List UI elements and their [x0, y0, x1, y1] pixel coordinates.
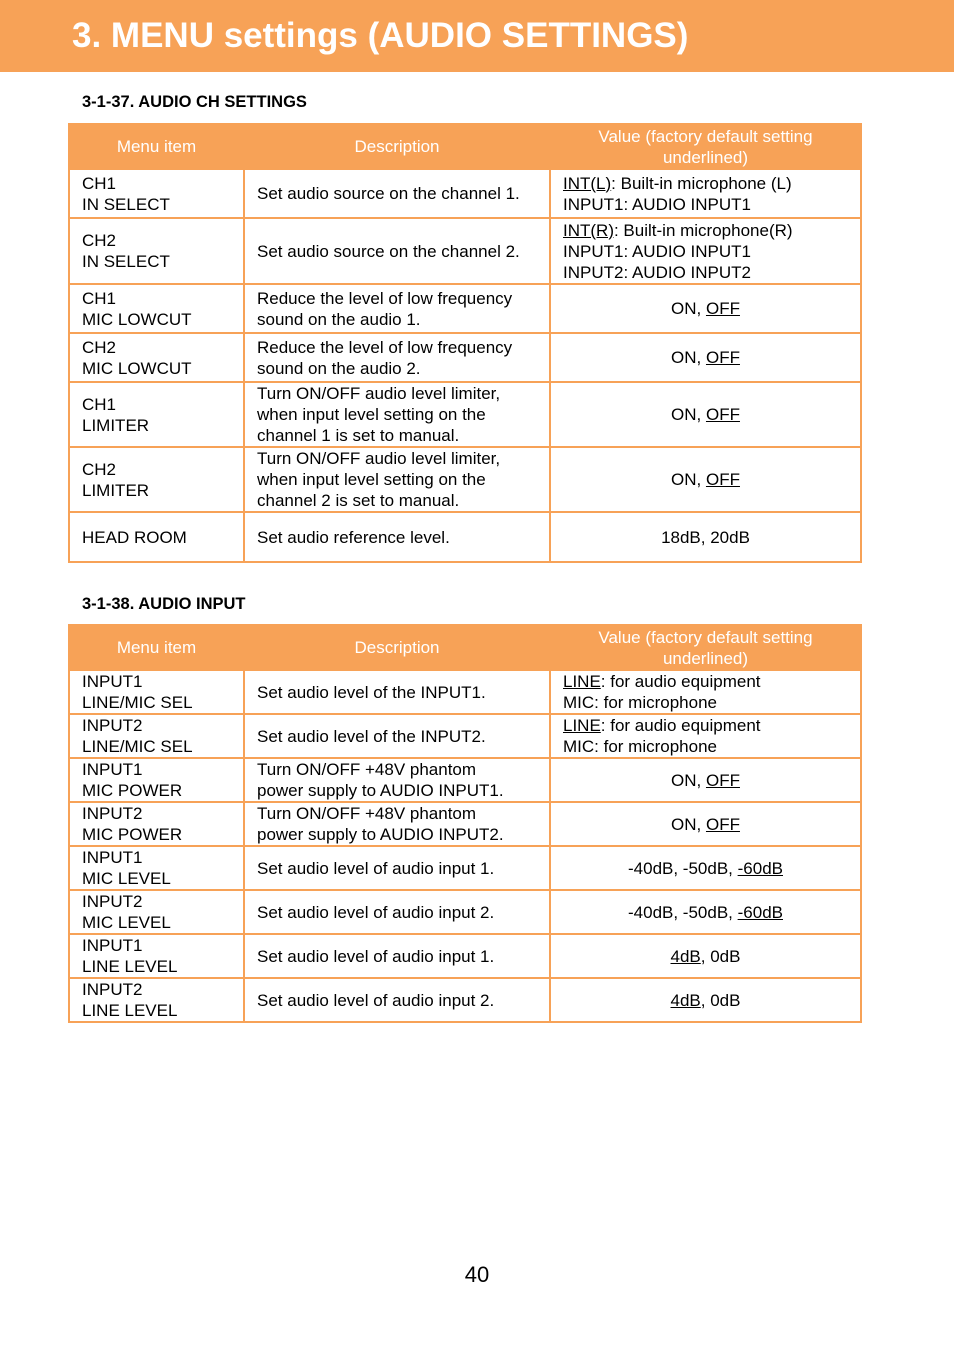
table-row: [69, 846, 861, 890]
value-line: [563, 262, 848, 283]
value-text: ON,: [671, 299, 706, 318]
description-text: Set audio level of audio input 1.: [257, 858, 495, 878]
menu-item-text: MIC LEVEL: [82, 913, 171, 932]
menu-item-text: MIC LOWCUT: [82, 358, 192, 378]
table-row: [69, 382, 861, 447]
menu-item-text: MIC POWER: [82, 781, 183, 800]
menu-item-text: LIMITER: [82, 480, 150, 500]
page-header-banner: [0, 0, 954, 72]
table-row: [69, 714, 861, 758]
menu-item-text: CH1: [82, 288, 117, 308]
description-text: power supply to AUDIO INPUT2.: [257, 825, 504, 844]
description-text: Turn ON/OFF +48V phantom: [257, 760, 477, 779]
table-row: [69, 934, 861, 978]
factory-default-value: OFF: [705, 348, 740, 367]
factory-default-value: -60dB: [737, 858, 783, 878]
menu-item-text: INPUT2: [82, 716, 143, 735]
description-text: Turn ON/OFF audio level limiter,: [257, 449, 501, 468]
description-text: Turn ON/OFF +48V phantom: [257, 804, 477, 823]
menu-item-text: CH1: [82, 394, 117, 414]
value-text: INPUT2: AUDIO INPUT2: [563, 262, 751, 282]
factory-default-value: OFF: [705, 405, 740, 424]
factory-default-value: LINE: [563, 716, 601, 735]
description-cell: [244, 218, 550, 284]
factory-default-value: OFF: [705, 299, 740, 318]
value-line: [563, 671, 848, 692]
description-text: Set audio level of the INPUT2.: [257, 726, 486, 746]
menu-item-text: INPUT2: [82, 804, 143, 823]
value-cell: [550, 802, 861, 846]
description-cell: [244, 333, 550, 382]
menu-item-cell: [69, 934, 244, 978]
column-header-value: Value (factory default setting underlined): [550, 625, 861, 670]
table-row: [69, 758, 861, 802]
audio-input-table: [68, 624, 862, 1023]
value-text: ON,: [671, 770, 706, 790]
description-cell: [244, 284, 550, 333]
factory-default-value: LINE: [563, 672, 601, 691]
menu-item-cell: [69, 382, 244, 447]
menu-item-text: MIC LOWCUT: [82, 309, 192, 329]
description-text: Set audio level of audio input 2.: [257, 902, 495, 922]
table-row: [69, 670, 861, 714]
table-row: [69, 512, 861, 562]
description-text: power supply to AUDIO INPUT1.: [257, 781, 504, 800]
value-line: [563, 715, 848, 736]
description-text: Set audio level of audio input 1.: [257, 946, 495, 966]
value-line: [563, 298, 848, 319]
description-text: Set audio level of audio input 2.: [257, 990, 495, 1010]
value-line: [563, 241, 848, 262]
value-cell: [550, 934, 861, 978]
value-text: MIC: for microphone: [563, 737, 717, 756]
value-line: [563, 858, 848, 879]
description-cell: [244, 447, 550, 512]
factory-default-value: OFF: [705, 470, 740, 489]
description-text: Set audio source on the channel 2.: [257, 241, 520, 261]
value-text: ON,: [671, 814, 706, 834]
menu-item-text: LINE LEVEL: [82, 1001, 178, 1020]
table-row: [69, 890, 861, 934]
menu-item-text: INPUT1: [82, 672, 143, 691]
value-text: INPUT1: AUDIO INPUT1: [563, 194, 751, 214]
audio-ch-settings-table: [68, 123, 862, 563]
menu-item-text: CH2: [82, 459, 117, 479]
value-cell: [550, 169, 861, 218]
value-cell: [550, 846, 861, 890]
value-line: [563, 469, 848, 490]
table-row: [69, 284, 861, 333]
menu-item-cell: [69, 714, 244, 758]
value-cell: [550, 382, 861, 447]
description-cell: [244, 758, 550, 802]
menu-item-cell: [69, 978, 244, 1022]
value-text: : Built-in microphone (L): [611, 173, 792, 193]
section-title-audio-input: 3-1-38. AUDIO INPUT: [82, 595, 246, 613]
description-text: Reduce the level of low frequency: [257, 337, 513, 357]
table-header-row: [69, 625, 861, 670]
value-line: [563, 527, 848, 548]
menu-item-cell: [69, 447, 244, 512]
value-text: INPUT1: AUDIO INPUT1: [563, 241, 751, 261]
description-text: when input level setting on the: [257, 405, 486, 424]
column-header-description: Description: [244, 124, 550, 169]
value-line: [563, 902, 848, 923]
value-cell: [550, 447, 861, 512]
value-cell: [550, 512, 861, 562]
menu-item-cell: [69, 670, 244, 714]
table-row: [69, 333, 861, 382]
table-row: [69, 978, 861, 1022]
value-text: : for audio equipment: [600, 716, 761, 735]
table-row: [69, 218, 861, 284]
description-text: when input level setting on the: [257, 470, 486, 489]
menu-item-text: LINE/MIC SEL: [82, 737, 193, 756]
menu-item-text: LIMITER: [82, 415, 150, 435]
page-title: 3. MENU settings (AUDIO SETTINGS): [72, 16, 689, 55]
description-cell: [244, 934, 550, 978]
table-header-row: [69, 124, 861, 169]
factory-default-value: OFF: [705, 770, 740, 790]
value-line: [563, 770, 848, 791]
menu-item-text: CH2: [82, 337, 117, 357]
value-text: : for audio equipment: [600, 672, 761, 691]
menu-item-cell: [69, 169, 244, 218]
menu-item-cell: [69, 846, 244, 890]
table-row: [69, 169, 861, 218]
menu-item-cell: [69, 758, 244, 802]
menu-item-text: INPUT1: [82, 848, 143, 867]
menu-item-text: IN SELECT: [82, 252, 170, 271]
value-text: MIC: for microphone: [563, 693, 717, 712]
value-text: 18dB, 20dB: [661, 527, 750, 547]
description-text: Turn ON/OFF audio level limiter,: [257, 384, 501, 403]
column-header-menu-item: Menu item: [69, 625, 244, 670]
menu-item-text: INPUT2: [82, 980, 143, 999]
factory-default-value: INT(L): [563, 173, 612, 193]
menu-item-cell: [69, 802, 244, 846]
menu-item-text: CH1: [82, 173, 117, 193]
value-line: [563, 347, 848, 368]
menu-item-text: INPUT2: [82, 892, 143, 911]
value-cell: [550, 758, 861, 802]
value-line: [563, 194, 848, 215]
factory-default-value: 4dB: [670, 946, 701, 966]
column-header-menu-item: Menu item: [69, 124, 244, 169]
value-line: [563, 990, 848, 1011]
section-title-audio-ch-settings: 3-1-37. AUDIO CH SETTINGS: [82, 93, 307, 111]
menu-item-text: LINE LEVEL: [82, 957, 178, 976]
factory-default-value: 4dB: [670, 990, 701, 1010]
value-line: [563, 692, 848, 713]
description-text: channel 1 is set to manual.: [257, 426, 460, 445]
description-text: Set audio reference level.: [257, 527, 450, 547]
description-text: Set audio source on the channel 1.: [257, 184, 520, 203]
page-number: 40: [464, 1262, 490, 1287]
value-text: : Built-in microphone(R): [613, 220, 793, 240]
value-text: ON,: [671, 405, 706, 424]
value-cell: [550, 284, 861, 333]
menu-item-text: INPUT1: [82, 760, 143, 779]
menu-item-text: IN SELECT: [82, 194, 170, 214]
description-cell: [244, 846, 550, 890]
menu-item-cell: [69, 333, 244, 382]
menu-item-text: INPUT1: [82, 936, 143, 955]
menu-item-text: CH2: [82, 231, 117, 250]
description-cell: [244, 714, 550, 758]
value-text: ON,: [671, 348, 706, 367]
factory-default-value: OFF: [705, 814, 740, 834]
description-text: sound on the audio 2.: [257, 358, 421, 378]
value-cell: [550, 218, 861, 284]
value-text: -40dB, -50dB,: [628, 902, 738, 922]
menu-item-cell: [69, 218, 244, 284]
menu-item-text: HEAD ROOM: [82, 527, 187, 547]
factory-default-value: INT(R): [563, 220, 614, 240]
value-text: -40dB, -50dB,: [628, 858, 738, 878]
value-text: ON,: [671, 470, 706, 489]
value-text: , 0dB: [700, 990, 741, 1010]
menu-item-text: MIC POWER: [82, 825, 183, 844]
value-line: [563, 946, 848, 967]
menu-item-cell: [69, 284, 244, 333]
menu-item-text: MIC LEVEL: [82, 869, 171, 888]
value-line: [563, 404, 848, 425]
column-header-value: Value (factory default setting underlined): [550, 124, 861, 169]
value-line: [563, 220, 848, 241]
menu-item-cell: [69, 890, 244, 934]
description-cell: [244, 670, 550, 714]
menu-item-cell: [69, 512, 244, 562]
description-cell: [244, 512, 550, 562]
value-cell: [550, 714, 861, 758]
description-text: Set audio level of the INPUT1.: [257, 682, 486, 702]
description-cell: [244, 890, 550, 934]
description-cell: [244, 802, 550, 846]
value-cell: [550, 978, 861, 1022]
column-header-description: Description: [244, 625, 550, 670]
description-cell: [244, 169, 550, 218]
value-cell: [550, 333, 861, 382]
value-line: [563, 736, 848, 757]
value-cell: [550, 890, 861, 934]
factory-default-value: -60dB: [737, 902, 783, 922]
value-cell: [550, 670, 861, 714]
table-row: [69, 802, 861, 846]
value-text: , 0dB: [700, 946, 741, 966]
menu-item-text: LINE/MIC SEL: [82, 693, 193, 712]
description-cell: [244, 978, 550, 1022]
value-line: [563, 814, 848, 835]
description-cell: [244, 382, 550, 447]
value-line: [563, 173, 848, 194]
description-text: sound on the audio 1.: [257, 309, 421, 329]
table-row: [69, 447, 861, 512]
description-text: channel 2 is set to manual.: [257, 491, 460, 510]
description-text: Reduce the level of low frequency: [257, 288, 513, 308]
